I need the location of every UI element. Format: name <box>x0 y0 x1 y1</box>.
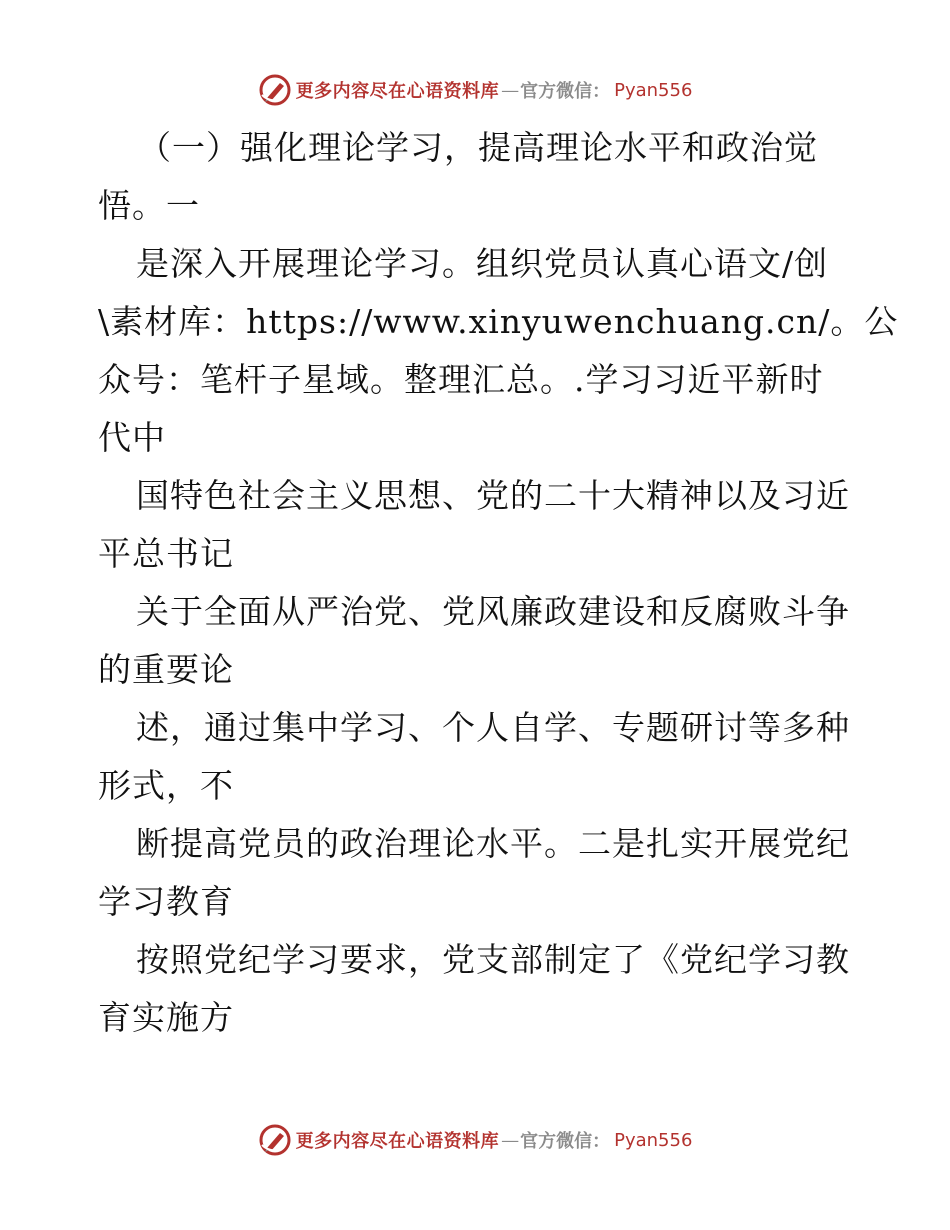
text-line: 悟。一 <box>98 186 200 225</box>
text-line: 是深入开展理论学习。组织党员认真心语文/创 <box>136 244 829 283</box>
text-line: 代中 <box>98 418 166 457</box>
footer-banner <box>0 1120 950 1160</box>
footer-banner-wechat-label: 官方微信： <box>520 1131 611 1152</box>
text-line: 国特色社会主义思想、党的二十大精神以及习近 <box>136 476 850 515</box>
footer-banner-dash: — <box>501 1129 519 1151</box>
pen-logo-icon <box>258 73 292 107</box>
text-line: 育实施方 <box>98 998 234 1037</box>
text-line: 断提高党员的政治理论水平。二是扎实开展党纪 <box>136 824 850 863</box>
text-line: 关于全面从严治党、党风廉政建设和反腐败斗争 <box>136 592 850 631</box>
pen-logo-icon <box>258 1123 292 1157</box>
text-line: 形式，不 <box>98 766 234 805</box>
banner-dash: — <box>501 79 519 101</box>
text-line: 众号：笔杆子星域。整理汇总。.学习习近平新时 <box>98 360 824 399</box>
banner-wechat-label: 官方微信： <box>520 81 611 102</box>
header-banner <box>0 70 950 110</box>
document-body <box>98 119 899 1047</box>
text-line: 平总书记 <box>98 534 234 573</box>
text-line: 述，通过集中学习、个人自学、专题研讨等多种 <box>136 708 850 747</box>
text-line: 按照党纪学习要求，党支部制定了《党纪学习教 <box>136 940 850 979</box>
footer-banner-wechat-id: Pyan556 <box>614 1129 693 1151</box>
text-line: 的重要论 <box>98 650 234 689</box>
text-line: 学习教育 <box>98 882 234 921</box>
section-heading: （一）强化理论学习，提高理论水平和政治觉 <box>138 128 818 167</box>
banner-wechat-id: Pyan556 <box>614 79 693 101</box>
text-line: \素材库：https://www.xinyuwenchuang.cn/。公 <box>98 302 899 341</box>
footer-banner-title: 更多内容尽在心语资料库 <box>295 1131 500 1152</box>
banner-title: 更多内容尽在心语资料库 <box>295 81 500 102</box>
